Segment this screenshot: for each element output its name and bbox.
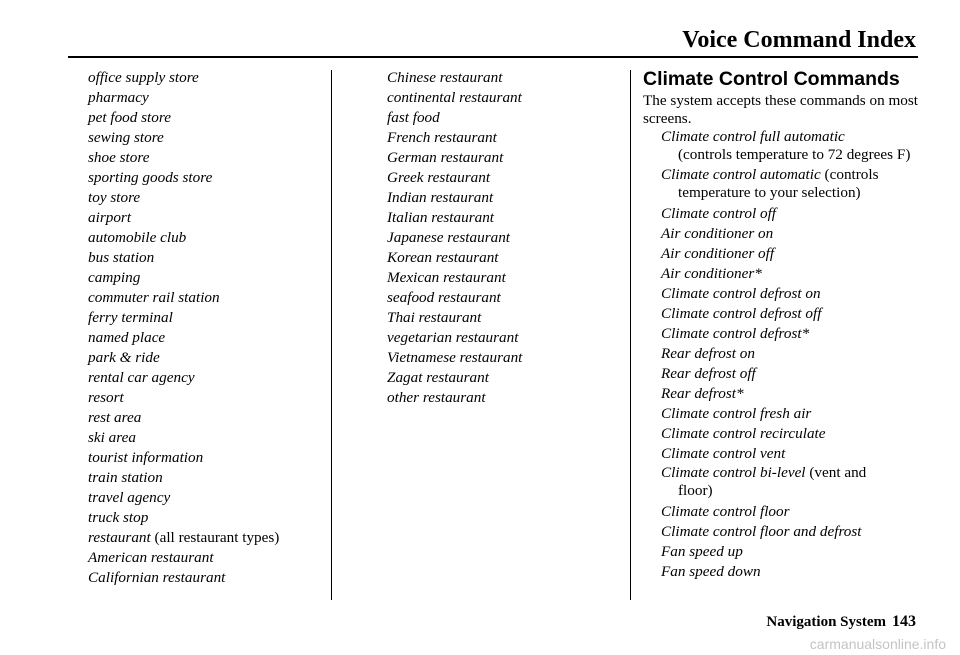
command-item: Climate control vent: [661, 445, 786, 462]
list-item: pharmacy: [88, 89, 149, 106]
list-item: American restaurant: [88, 549, 214, 566]
list-item: Californian restaurant: [88, 569, 226, 586]
list-item: rest area: [88, 409, 142, 426]
list-item: truck stop: [88, 509, 149, 526]
list-item: Vietnamese restaurant: [387, 349, 523, 366]
list-item: Indian restaurant: [387, 189, 494, 206]
list-item: commuter rail station: [88, 289, 220, 306]
list-item: other restaurant: [387, 389, 486, 406]
page-title: Voice Command Index: [682, 27, 916, 53]
list-item: sewing store: [88, 129, 164, 146]
command-item: Rear defrost on: [661, 345, 755, 362]
command-item: [661, 128, 929, 164]
list-item: German restaurant: [387, 149, 504, 166]
poi-list-column-1: [88, 68, 279, 588]
command-item: Rear defrost off: [661, 365, 756, 382]
column-divider: [331, 70, 332, 600]
section-intro: The system accepts these commands on most screens.: [643, 92, 918, 127]
list-item: vegetarian restaurant: [387, 329, 519, 346]
command-item: Climate control floor and defrost: [661, 523, 862, 540]
page-footer: [766, 613, 916, 631]
list-item: named place: [88, 329, 166, 346]
command-item: Air conditioner*: [661, 265, 762, 282]
list-item: sporting goods store: [88, 169, 213, 186]
list-item: Thai restaurant: [387, 309, 482, 326]
command-item: Climate control recirculate: [661, 425, 826, 442]
command-note: (controls temperature to 72 degrees F): [678, 146, 911, 163]
list-item: [88, 528, 279, 548]
command-item: Climate control fresh air: [661, 405, 812, 422]
command-item: Climate control floor: [661, 503, 790, 520]
section-heading: Climate Control Commands: [643, 68, 900, 90]
list-item: Greek restaurant: [387, 169, 491, 186]
command-note-cont: floor): [678, 482, 713, 499]
list-item: tourist information: [88, 449, 204, 466]
climate-command-list: [661, 128, 929, 582]
command-item: Air conditioner off: [661, 245, 775, 262]
command-item: Rear defrost*: [661, 385, 744, 402]
list-item: resort: [88, 389, 124, 406]
column-divider: [630, 70, 631, 600]
list-item: Italian restaurant: [387, 209, 495, 226]
command-item: [661, 166, 929, 202]
list-item: automobile club: [88, 229, 187, 246]
list-item: airport: [88, 209, 132, 226]
list-item: French restaurant: [387, 129, 497, 146]
poi-list-2: [387, 68, 522, 408]
footer-section: Navigation System: [766, 614, 886, 630]
climate-commands-b: [661, 502, 929, 582]
command-item: [661, 464, 929, 500]
poi-list-column-2: [387, 68, 522, 408]
list-item: Mexican restaurant: [387, 269, 506, 286]
poi-list-1-tail: [88, 548, 279, 588]
list-item: Zagat restaurant: [387, 369, 489, 386]
list-item: office supply store: [88, 69, 199, 86]
command-text: Climate control automatic: [661, 166, 821, 183]
command-item: Climate control defrost*: [661, 325, 810, 342]
command-item: Air conditioner on: [661, 225, 774, 242]
poi-list-1: [88, 68, 279, 528]
climate-commands-a: [661, 204, 929, 464]
list-item: fast food: [387, 109, 440, 126]
title-rule: [68, 56, 918, 58]
command-item: Fan speed down: [661, 563, 761, 580]
command-item: Fan speed up: [661, 543, 743, 560]
list-item: continental restaurant: [387, 89, 522, 106]
list-item: toy store: [88, 189, 141, 206]
list-item: ferry terminal: [88, 309, 173, 326]
command-text: Climate control full automatic: [661, 128, 845, 145]
list-item: Korean restaurant: [387, 249, 499, 266]
list-item: pet food store: [88, 109, 171, 126]
list-item: shoe store: [88, 149, 150, 166]
restaurant-note: (all restaurant types): [150, 529, 280, 546]
command-item: Climate control defrost off: [661, 305, 822, 322]
command-note-cont: temperature to your selection): [678, 184, 861, 201]
watermark: carmanualsonline.info: [809, 636, 946, 652]
list-item: bus station: [88, 249, 155, 266]
command-text: Climate control bi-level: [661, 464, 806, 481]
list-item: Chinese restaurant: [387, 69, 503, 86]
command-item: Climate control off: [661, 205, 777, 222]
list-item: park & ride: [88, 349, 160, 366]
list-item: seafood restaurant: [387, 289, 501, 306]
list-item: camping: [88, 269, 141, 286]
command-note: (controls: [820, 166, 879, 183]
command-note: (vent and: [805, 464, 867, 481]
list-item: Japanese restaurant: [387, 229, 511, 246]
command-item: Climate control defrost on: [661, 285, 821, 302]
list-item: ski area: [88, 429, 136, 446]
page-number: 143: [892, 613, 916, 630]
list-item: train station: [88, 469, 163, 486]
list-item: rental car agency: [88, 369, 195, 386]
restaurant-term: restaurant: [88, 529, 151, 546]
list-item: travel agency: [88, 489, 171, 506]
